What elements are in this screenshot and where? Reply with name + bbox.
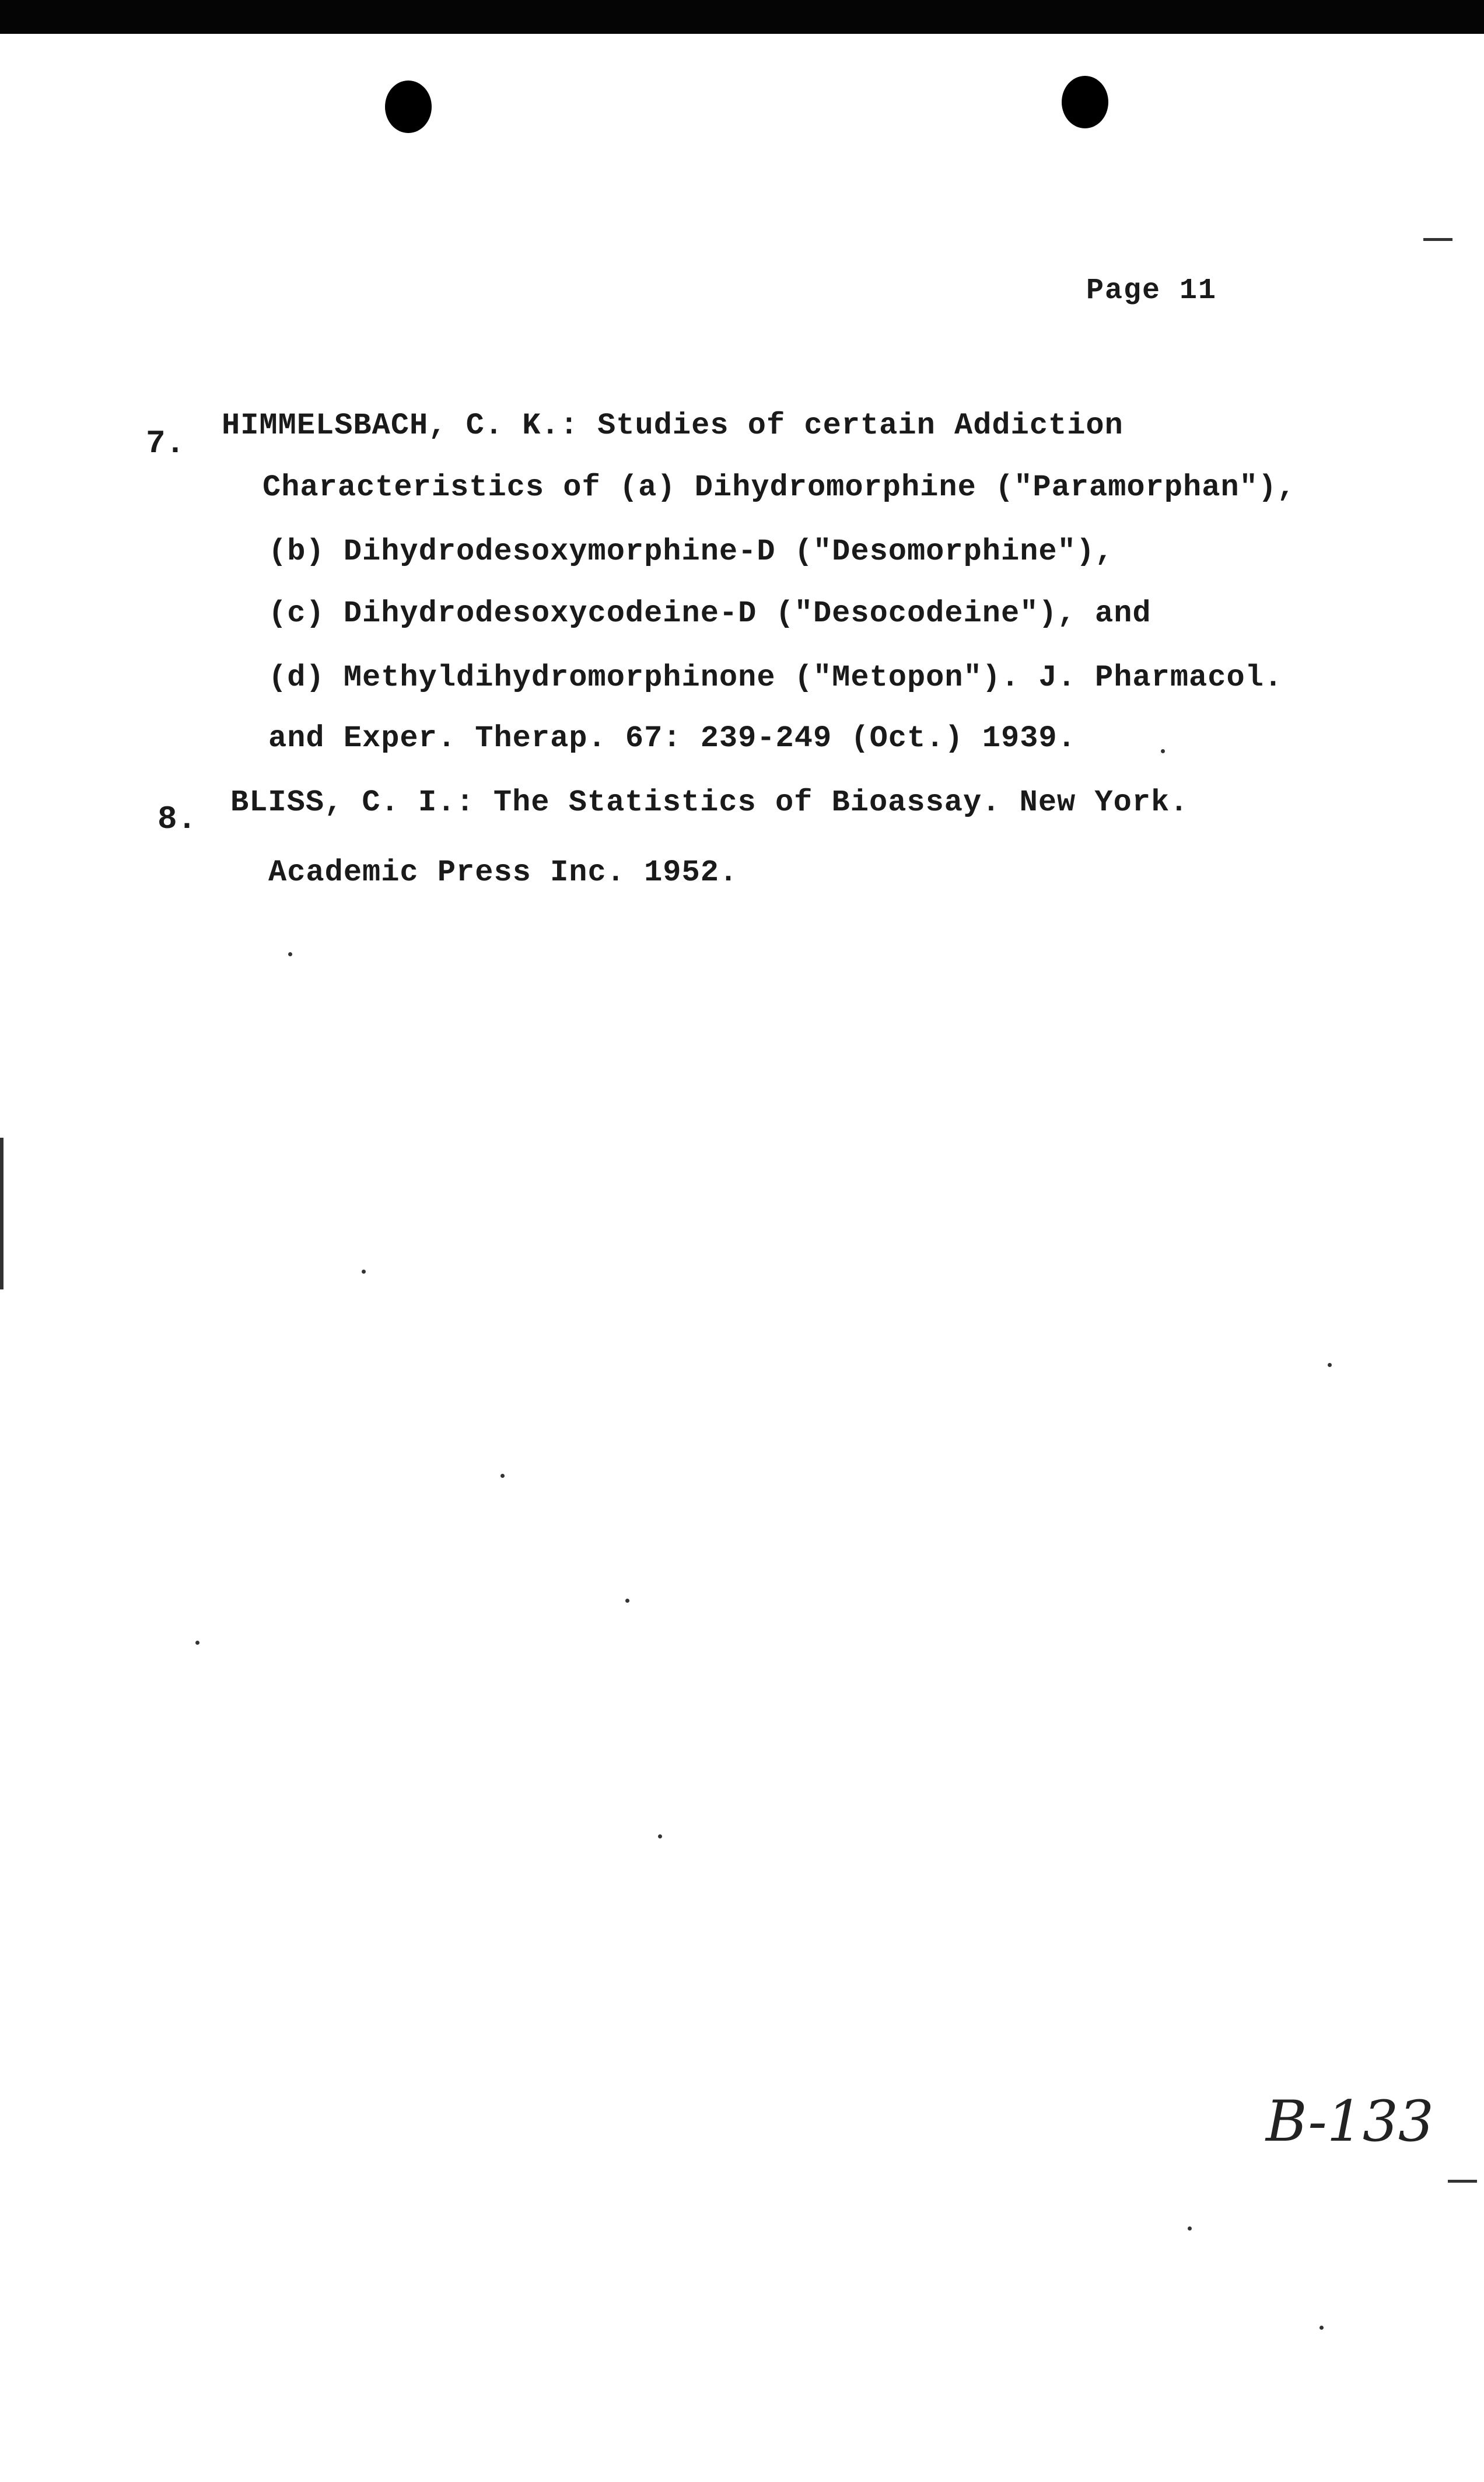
punch-hole-right (1062, 76, 1108, 128)
scan-speck (1320, 2326, 1324, 2330)
scan-top-border (0, 0, 1484, 34)
scan-speck (288, 952, 292, 956)
scan-edge-mark (1448, 2180, 1477, 2183)
scan-speck (625, 1599, 629, 1603)
scan-speck (501, 1474, 505, 1478)
reference-line: BLISS, C. I.: The Statistics of Bioassay. New York. (230, 785, 1189, 820)
page-number: Page 11 (1086, 274, 1217, 307)
reference-line: (b) Dihydrodesoxymorphine-D ("Desomorphine"), (268, 534, 1114, 569)
punch-hole-left (385, 81, 432, 133)
reference-line: HIMMELSBACH, C. K.: Studies of certain Addiction (222, 408, 1124, 443)
scan-speck (195, 1641, 200, 1645)
reference-number: 8. (158, 800, 197, 838)
reference-line: Characteristics of (a) Dihydromorphine ("Paramorphan"), (262, 470, 1296, 505)
scan-speck (1161, 749, 1165, 753)
reference-line: Academic Press Inc. 1952. (268, 855, 738, 890)
reference-line: (c) Dihydrodesoxycodeine-D ("Desocodeine"), and (268, 596, 1152, 631)
scan-edge-mark (0, 1138, 4, 1289)
scan-speck (362, 1270, 366, 1274)
reference-number: 7. (146, 425, 186, 462)
handwritten-note: B-133 (1266, 2089, 1434, 2154)
reference-line: and Exper. Therap. 67: 239-249 (Oct.) 1939. (268, 721, 1076, 756)
scan-speck (658, 1834, 662, 1838)
reference-line: (d) Methyldihydromorphinone ("Metopon"). J. Pharmacol. (268, 660, 1283, 695)
scan-speck (1188, 2226, 1192, 2231)
scan-speck (1328, 1363, 1332, 1367)
scan-edge-mark (1423, 238, 1452, 241)
